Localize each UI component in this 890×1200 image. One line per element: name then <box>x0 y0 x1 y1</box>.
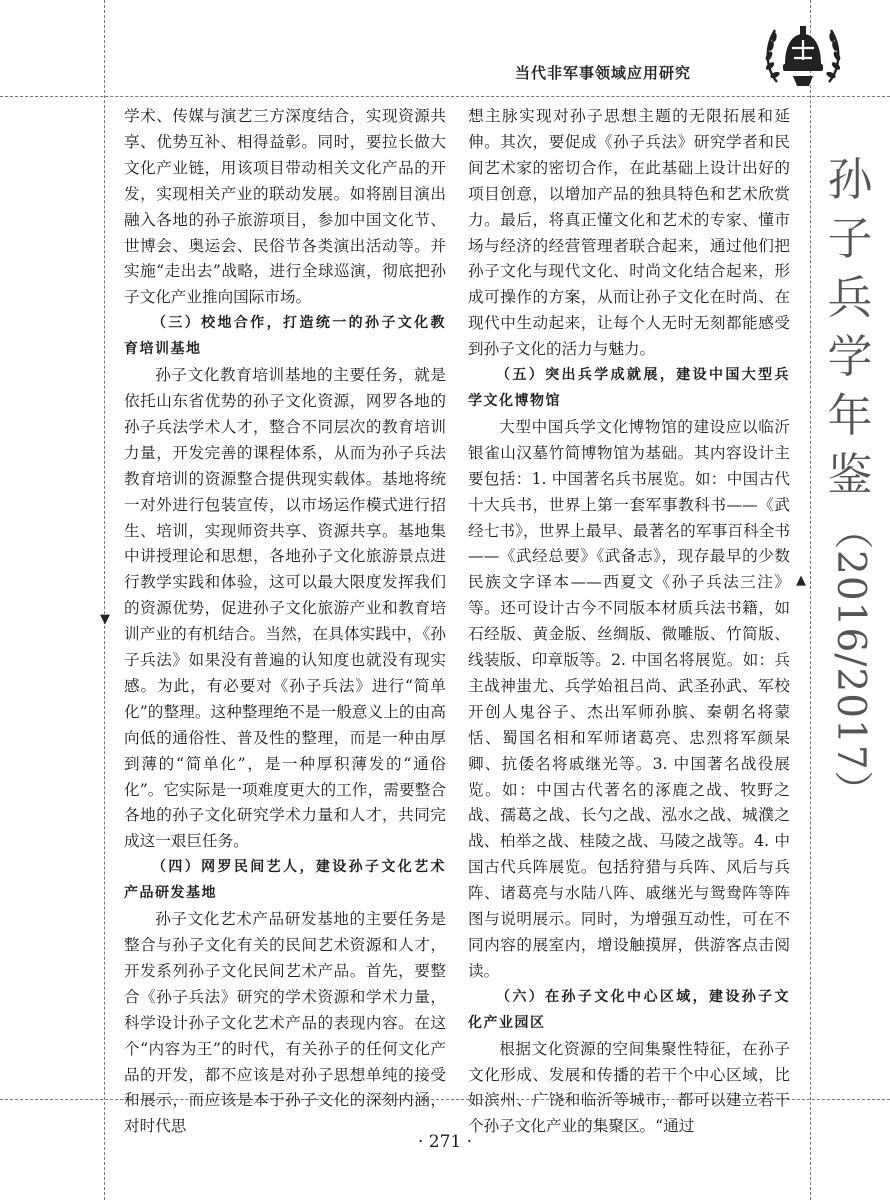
paragraph: 想主脉实现对孙子思想主题的无限拓展和延伸。其次，要促成《孙子兵法》研究学者和民间艺术家的密切合作，在此基础上设计出好的项目创意，以增加产品的独具特色和艺术欣赏力。最后，将真正懂文化和艺术的专家、懂市场与经济的经营管理者联合起来，通过他们把孙子文化与现代文化、时尚文化结合起来，形成可操作的方案，从而让孙子文化在时尚、在现代中生动起来，让每个人无时无刻都能感受到孙子文化的活力与魅力。 <box>468 107 790 359</box>
side-title-char: 鉴 <box>827 448 873 501</box>
section-heading: （三）校地合作，打造统一的孙子文化教育培训基地 <box>124 315 446 358</box>
left-column <box>124 104 446 1140</box>
right-arrow-marker: ▲ <box>796 573 806 588</box>
page-number: · 271 · <box>417 1132 473 1152</box>
paragraph: 根据文化资源的空间集聚性特征，在孙子文化形成、发展和传播的若干个中心区域，比如滨州、广饶和临沂等城市，都可以建立若干个孙子文化产业的集聚区。“通过 <box>468 1039 790 1136</box>
paragraph: 孙子文化艺术产品研发基地的主要任务是整合与孙子文化有关的民间艺术资源和人才，开发系列孙子文化民间艺术产品。首先，要整合《孙子兵法》研究的学术资源和学术力量，科学设计孙子文化艺术产品的表现内容。在这个“内容为王”的时代，有关孙子的任何文化产品的开发，都不应该是对孙子思想单纯的接受和展示，而应该是本于孙子文化的深刻内涵，对时代思 <box>124 910 446 1136</box>
left-arrow-marker: ▼ <box>100 612 110 627</box>
running-header: 当代非军事领域应用研究 <box>515 64 692 82</box>
header-rule <box>0 96 890 97</box>
section-heading: （四）网罗民间艺人，建设孙子文化艺术产品研发基地 <box>124 859 446 902</box>
yearbook-side-title <box>820 150 880 811</box>
section-heading: （五）突出兵学成就展，建设中国大型兵学文化博物馆 <box>468 367 790 409</box>
side-title-char: 子 <box>827 212 873 265</box>
right-margin-guide <box>810 0 811 1200</box>
side-title-char: 孙 <box>827 153 873 206</box>
side-title-char: 学 <box>827 330 873 383</box>
section-heading: （六）在孙子文化中心区域，建设孙子文化产业园区 <box>468 988 790 1031</box>
soldier-helmet-wreath-icon <box>763 18 843 92</box>
paragraph: 孙子文化教育培训基地的主要任务，就是依托山东省优势的孙子文化资源，网罗各地的孙子兵法学术人才，整合不同层次的教育培训力量，开发完善的课程体系，从而为孙子兵法教育培训的资源整合提供现实载体。基地将统一对外进行包装宣传，以市场运作模式进行招生、培训，实现师资共享、资源共享。基地集中讲授理论和思想，各地孙子文化旅游景点进行教学实践和体验，这可以最大限度发挥我们的资源优势，促进孙子文化旅游产业和教育培训产业的有机结合。当然，在具体实践中，《孙子兵法》如果没有普遍的认知度也就没有现实感。为此，有必要对《孙子兵法》进行“简单化”的整理。这种整理绝不是一般意义上的由高向低的通俗性、普及性的整理，而是一种由厚到薄的“简单化”，是一种厚积薄发的“通俗化”。它实际是一项难度更大的工作，需要整合各地的孙子文化研究学术力量和人才，共同完成这一艰巨任务。 <box>124 366 446 851</box>
side-title-char: 年 <box>827 389 873 442</box>
paragraph: 大型中国兵学文化博物馆的建设应以临沂银雀山汉墓竹简博物馆为基础。其内容设计主要包括：1. 中国著名兵书展览。如：中国古代十大兵书，世界上第一套军事教科书——《武经七书》，世界上最早、最著名的军事百科全书——《武经总要》《武备志》，现存最早的少数民族文字译本——西夏文《孙子兵法三注》等。还可设计古今不同版本材质兵法书籍，如石经版、黄金版、丝绸版、微雕版、竹简版、线装版、印章版等。2. 中国名将展览。如：兵主战神蚩尤、兵学始祖吕尚、武圣孙武、军校开创人鬼谷子、杰出军师孙膑、秦朝名将蒙恬、蜀国名相和军师诸葛亮、忠烈将军颜杲卿、抗倭名将戚继光等。3. 中国著名战役展览。如：中国古代著名的涿鹿之战、牧野之战、孺葛之战、长勺之战、泓水之战、城濮之战、柏举之战、桂陵之战、马陵之战等。4. 中国古代兵阵展览。包括狩猎与兵阵、风后与兵阵、诸葛亮与水陆八阵、戚继光与鸳鸯阵等阵图与说明展示。同时，为增强互动性，可在不同内容的展室内，增设触摸屏，供游客点击阅读。 <box>468 417 790 980</box>
right-column <box>468 104 790 1140</box>
left-margin-guide <box>104 0 105 1200</box>
paragraph: 学术、传媒与演艺三方深度结合，实现资源共享、优势互补、相得益彰。同时，要拉长做大文化产业链，用该项目带动相关文化产品的开发，实现相关产业的联动发展。如将剧目演出融入各地的孙子旅游项目，参加中国文化节、世博会、奥运会、民俗节各类演出活动等。并实施“走出去”战略，进行全球巡演，彻底把孙子文化产业推向国际市场。 <box>124 107 446 307</box>
side-title-char: 兵 <box>827 271 873 324</box>
side-title-year: （2016/2017） <box>828 510 873 811</box>
